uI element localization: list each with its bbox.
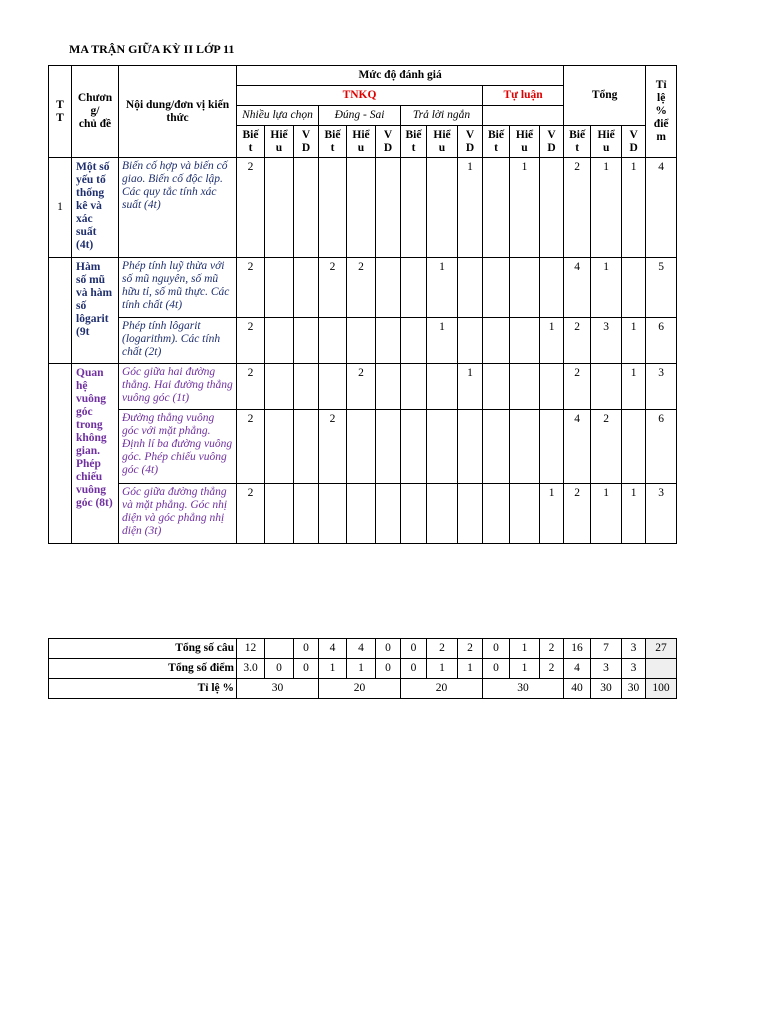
- table-row: [49, 258, 677, 318]
- summary-cell: 1: [319, 659, 347, 679]
- count-cell: 2: [591, 410, 622, 484]
- assessment-matrix-table: [48, 65, 677, 544]
- header-assessment-level: Mức độ đánh giá: [237, 66, 564, 86]
- count-cell: 1: [427, 258, 458, 318]
- count-cell: [483, 484, 510, 544]
- summary-cell: 0: [265, 659, 294, 679]
- summary-cell: 1: [347, 659, 376, 679]
- count-cell: [265, 258, 294, 318]
- header-true-false: Đúng - Sai: [319, 106, 401, 126]
- header-content: Nội dung/đơn vị kiến thức: [119, 66, 237, 158]
- percent-total-cell: 100: [646, 679, 677, 699]
- count-cell: [510, 318, 540, 364]
- subheader-level: V D: [622, 126, 646, 158]
- summary-cell: 0: [376, 639, 401, 659]
- subheader-level: Hiể u: [427, 126, 458, 158]
- count-cell: 2: [319, 258, 347, 318]
- count-cell: [483, 364, 510, 410]
- summary-cell: 7: [591, 639, 622, 659]
- count-cell: [376, 410, 401, 484]
- summary-cell: 3: [622, 639, 646, 659]
- count-cell: [427, 158, 458, 258]
- document-title: MA TRẬN GIỮA KỲ II LỚP 11: [69, 42, 235, 56]
- subheader-level: Biế t: [564, 126, 591, 158]
- count-cell: 6: [646, 410, 677, 484]
- summary-cell: 0: [376, 659, 401, 679]
- count-cell: 5: [646, 258, 677, 318]
- count-cell: [265, 158, 294, 258]
- content-unit: Góc giữa hai đường thẳng. Hai đường thẳng vuông góc (1t): [119, 364, 237, 410]
- count-cell: 6: [646, 318, 677, 364]
- count-cell: 3: [591, 318, 622, 364]
- count-cell: 2: [237, 158, 265, 258]
- subheader-level: Biế t: [237, 126, 265, 158]
- summary-cell: 4: [319, 639, 347, 659]
- subheader-level: V D: [540, 126, 564, 158]
- count-cell: [483, 258, 510, 318]
- percent-total-cell: 30: [591, 679, 622, 699]
- count-cell: 4: [564, 410, 591, 484]
- count-cell: [265, 318, 294, 364]
- percent-group-cell: 20: [401, 679, 483, 699]
- content-unit: Phép tính luỹ thừa với số mũ nguyên, số mũ hữu tỉ, số mũ thực. Các tính chất (4t): [119, 258, 237, 318]
- count-cell: 4: [646, 158, 677, 258]
- summary-cell: 0: [483, 659, 510, 679]
- count-cell: [540, 158, 564, 258]
- total-questions-label: Tổng số câu: [49, 639, 237, 659]
- summary-cell: 0: [483, 639, 510, 659]
- count-cell: 3: [646, 484, 677, 544]
- summary-cell: 4: [564, 659, 591, 679]
- count-cell: 2: [347, 364, 376, 410]
- count-cell: 2: [237, 364, 265, 410]
- count-cell: [347, 410, 376, 484]
- count-cell: 4: [564, 258, 591, 318]
- chapter-topic: Quan hệ vuông góc trong không gian. Phép chiếu vuông góc (8t): [72, 364, 119, 544]
- count-cell: [510, 364, 540, 410]
- header-percent-score: Tỉ lệ % điể m: [646, 66, 677, 158]
- content-unit: Đường thẳng vuông góc với mặt phẳng. Định lí ba đường vuông góc. Phép chiếu vuông góc (4t): [119, 410, 237, 484]
- content-unit: Phép tính lôgarit (logarithm). Các tính chất (2t): [119, 318, 237, 364]
- subheader-level: V D: [458, 126, 483, 158]
- count-cell: 1: [622, 158, 646, 258]
- count-cell: [401, 318, 427, 364]
- header-total: Tổng: [564, 66, 646, 126]
- count-cell: [319, 158, 347, 258]
- table-row: [49, 410, 677, 484]
- content-unit: Góc giữa đường thẳng và mặt phẳng. Góc nhị diện và góc phẳng nhị diện (3t): [119, 484, 237, 544]
- count-cell: [427, 410, 458, 484]
- count-cell: [483, 158, 510, 258]
- count-cell: 1: [591, 258, 622, 318]
- count-cell: 1: [540, 484, 564, 544]
- count-cell: 2: [564, 318, 591, 364]
- count-cell: [376, 484, 401, 544]
- count-cell: 2: [319, 410, 347, 484]
- count-cell: [265, 410, 294, 484]
- count-cell: 1: [458, 158, 483, 258]
- summary-cell: 0: [294, 639, 319, 659]
- count-cell: [483, 410, 510, 484]
- count-cell: 3: [646, 364, 677, 410]
- table-row: [49, 484, 677, 544]
- summary-cell: 1: [510, 639, 540, 659]
- summary-cell: 3: [622, 659, 646, 679]
- count-cell: 1: [622, 484, 646, 544]
- subheader-level: Hiể u: [347, 126, 376, 158]
- count-cell: 2: [564, 484, 591, 544]
- count-cell: [401, 364, 427, 410]
- summary-cell: 3: [591, 659, 622, 679]
- header-tnkq: TNKQ: [237, 86, 483, 106]
- count-cell: [427, 364, 458, 410]
- table-row: [49, 364, 677, 410]
- count-cell: [427, 484, 458, 544]
- summary-cell: 3.0: [237, 659, 265, 679]
- row-number: [49, 364, 72, 544]
- count-cell: [510, 484, 540, 544]
- count-cell: [510, 258, 540, 318]
- count-cell: 1: [591, 484, 622, 544]
- count-cell: [622, 258, 646, 318]
- count-cell: [294, 364, 319, 410]
- count-cell: 1: [591, 158, 622, 258]
- count-cell: [347, 318, 376, 364]
- summary-cell: 2: [458, 639, 483, 659]
- count-cell: [376, 364, 401, 410]
- summary-cell: 27: [646, 639, 677, 659]
- percent-total-cell: 30: [622, 679, 646, 699]
- summary-cell: 12: [237, 639, 265, 659]
- count-cell: 1: [458, 364, 483, 410]
- subheader-level: Hiể u: [510, 126, 540, 158]
- header-essay: Tự luận: [483, 86, 564, 106]
- count-cell: 1: [622, 318, 646, 364]
- summary-cell: 2: [540, 659, 564, 679]
- percent-total-cell: 40: [564, 679, 591, 699]
- count-cell: [458, 410, 483, 484]
- count-cell: 2: [347, 258, 376, 318]
- total-points-label: Tổng số điểm: [49, 659, 237, 679]
- summary-cell: 0: [294, 659, 319, 679]
- summary-cell: 1: [427, 659, 458, 679]
- subheader-level: Hiể u: [591, 126, 622, 158]
- summary-cell: 0: [401, 639, 427, 659]
- count-cell: [622, 410, 646, 484]
- count-cell: 2: [237, 318, 265, 364]
- header-chapter: Chươn g/ chủ đề: [72, 66, 119, 158]
- count-cell: [540, 410, 564, 484]
- header-multiple-choice: Nhiều lựa chọn: [237, 106, 319, 126]
- count-cell: [294, 158, 319, 258]
- count-cell: [483, 318, 510, 364]
- summary-cell: 4: [347, 639, 376, 659]
- percent-group-cell: 30: [237, 679, 319, 699]
- summary-cell: [646, 659, 677, 679]
- count-cell: [319, 318, 347, 364]
- count-cell: 1: [510, 158, 540, 258]
- table-row: [49, 158, 677, 258]
- subheader-level: Biế t: [401, 126, 427, 158]
- count-cell: [347, 158, 376, 258]
- header-essay-blank: [483, 106, 564, 126]
- subheader-level: Biế t: [319, 126, 347, 158]
- row-number: 1: [49, 158, 72, 258]
- subheader-level: V D: [376, 126, 401, 158]
- count-cell: [294, 258, 319, 318]
- summary-cell: 2: [540, 639, 564, 659]
- summary-cell: [265, 639, 294, 659]
- count-cell: [376, 158, 401, 258]
- summary-table: [48, 638, 677, 699]
- table-row: [49, 318, 677, 364]
- count-cell: 1: [427, 318, 458, 364]
- count-cell: [376, 318, 401, 364]
- percent-group-cell: 30: [483, 679, 564, 699]
- count-cell: [265, 484, 294, 544]
- count-cell: [458, 258, 483, 318]
- count-cell: 1: [622, 364, 646, 410]
- count-cell: 2: [237, 258, 265, 318]
- chapter-topic: Một số yếu tố thống kê và xác suất (4t): [72, 158, 119, 258]
- count-cell: [376, 258, 401, 318]
- count-cell: 2: [237, 484, 265, 544]
- count-cell: [347, 484, 376, 544]
- count-cell: [401, 410, 427, 484]
- subheader-level: Hiể u: [265, 126, 294, 158]
- count-cell: 2: [564, 158, 591, 258]
- count-cell: [294, 318, 319, 364]
- summary-cell: 16: [564, 639, 591, 659]
- count-cell: [458, 484, 483, 544]
- percent-label: Tỉ lệ %: [49, 679, 237, 699]
- count-cell: [294, 484, 319, 544]
- count-cell: [540, 364, 564, 410]
- percent-group-cell: 20: [319, 679, 401, 699]
- header-short-answer: Trả lời ngắn: [401, 106, 483, 126]
- summary-cell: 0: [401, 659, 427, 679]
- count-cell: [540, 258, 564, 318]
- count-cell: [401, 258, 427, 318]
- count-cell: [265, 364, 294, 410]
- subheader-level: Biế t: [483, 126, 510, 158]
- count-cell: [458, 318, 483, 364]
- count-cell: [591, 364, 622, 410]
- chapter-topic: Hàm số mũ và hàm số lôgarit (9t: [72, 258, 119, 364]
- count-cell: [510, 410, 540, 484]
- summary-cell: 2: [427, 639, 458, 659]
- summary-cell: 1: [510, 659, 540, 679]
- count-cell: 2: [237, 410, 265, 484]
- count-cell: [401, 158, 427, 258]
- count-cell: 1: [540, 318, 564, 364]
- count-cell: 2: [564, 364, 591, 410]
- content-unit: Biến cố hợp và biến cố giao. Biến cố độc lập. Các quy tắc tính xác suất (4t): [119, 158, 237, 258]
- header-tt: T T: [49, 66, 72, 158]
- count-cell: [401, 484, 427, 544]
- count-cell: [294, 410, 319, 484]
- row-number: [49, 258, 72, 364]
- count-cell: [319, 484, 347, 544]
- subheader-level: V D: [294, 126, 319, 158]
- count-cell: [319, 364, 347, 410]
- summary-cell: 1: [458, 659, 483, 679]
